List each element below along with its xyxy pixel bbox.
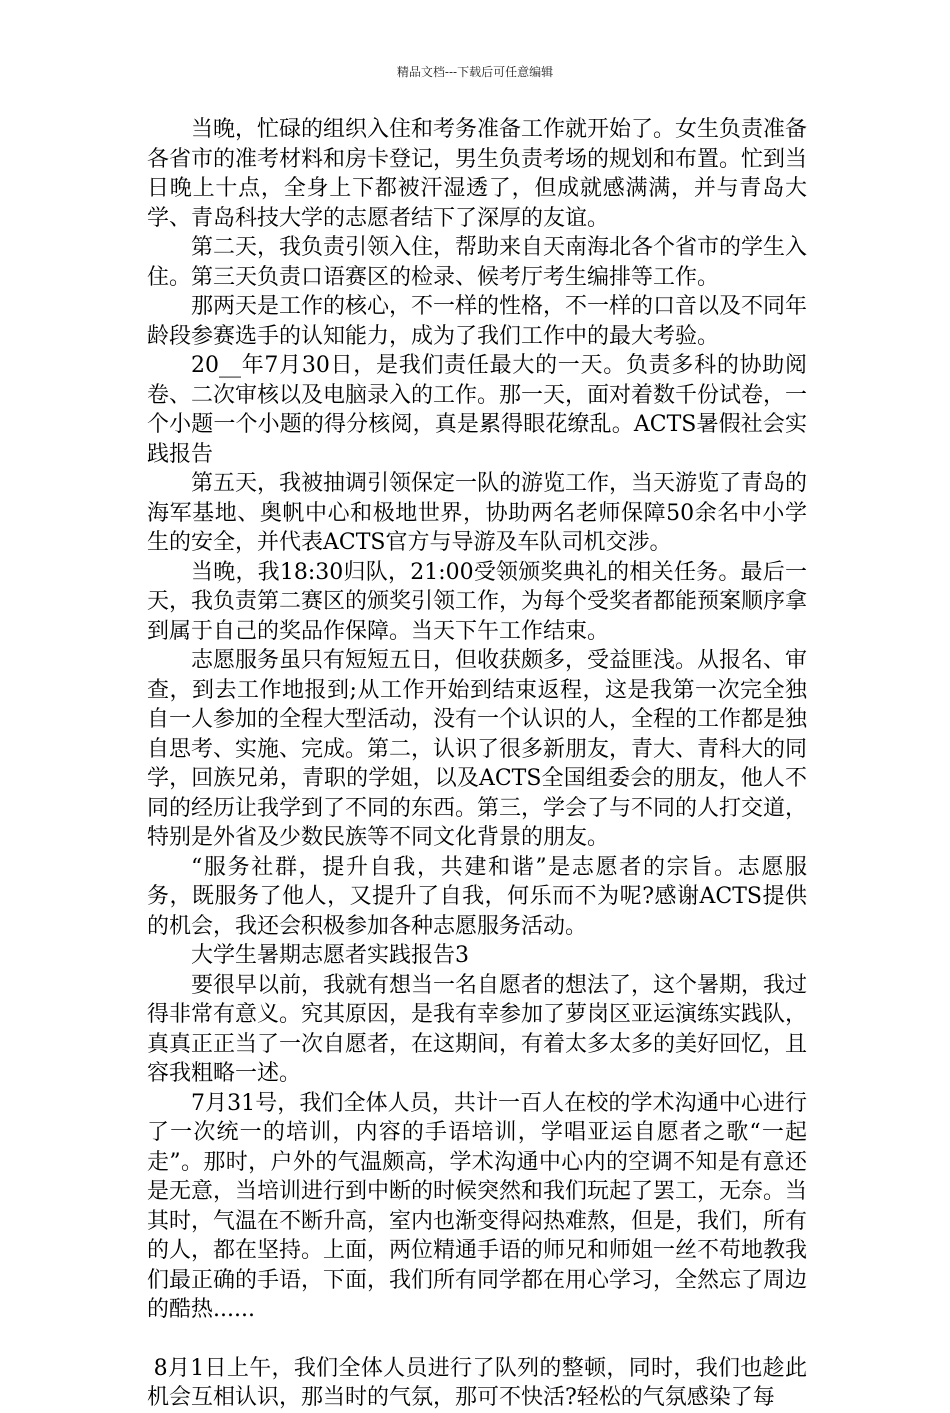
paragraph: 8月1日上午，我们全体人员进行了队列的整顿，同时，我们也趁此机会互相认识，那当时的气氛，那可不快活?轻松的气氛感染了每 — [147, 1355, 807, 1410]
paragraph: 当晚，我18:30归队，21:00受领颁奖典礼的相关任务。最后一天，我负责第二赛区的颁奖引领工作，为每个受奖者都能预案顺序拿到属于自己的奖品作保障。当天下午工作结束。 — [147, 559, 808, 644]
paragraph: 要很早以前，我就有想当一名自愿者的想法了，这个暑期，我过得非常有意义。究其原因，是我有幸参加了萝岗区亚运演练实践队，真真正正当了一次自愿者，在这期间，有着太多太多的美好回忆，且容我粗略一述。 — [147, 972, 808, 1086]
paragraph: 20__年7月30日，是我们责任最大的一天。负责多科的协助阅卷、二次审核以及电脑录入的工作。那一天，面对着数千份试卷，一个小题一个小题的得分核阅，真是累得眼花缭乱。ACTS暑假社会实践报告 — [147, 353, 808, 467]
section-heading: 大学生暑期志愿者实践报告3 — [191, 943, 469, 968]
paragraph: 第五天，我被抽调引领保定一队的游览工作，当天游览了青岛的海军基地、奥帆中心和极地世界，协助两名老师保障50余名中小学生的安全，并代表ACTS官方与导游及车队司机交涉。 — [147, 471, 808, 555]
paragraph: “服务社群，提升自我，共建和谐”是志愿者的宗旨。志愿服务，既服务了他人，又提升了自我，何乐而不为呢?感谢ACTS提供的机会，我还会积极参加各种志愿服务活动。 — [147, 854, 807, 939]
paragraph: 7月31号，我们全体人员，共计一百人在校的学术沟通中心进行了一次统一的培训，内容的手语培训，学唱亚运自愿者之歌“一起走”。那时，户外的气温颇高，学术沟通中心内的空调不知是有意还是无意，当培训进行到中断的时候突然和我们玩起了罢工，无奈。当其时，气温在不断升高，室内也渐变得闷热难熬，但是，我们，所有的人，都在坚持。上面，两位精通手语的师兄和师姐一丝不苟地教我们最正确的手语，下面，我们所有同学都在用心学习，全然忘了周边的酷热...... — [147, 1090, 808, 1322]
page-header: 精品文档---下载后可任意编辑 — [396, 65, 554, 79]
document-body — [147, 115, 807, 1413]
paragraph: 那两天是工作的核心，不一样的性格，不一样的口音以及不同年龄段参赛选手的认知能力，成为了我们工作中的最大考验。 — [147, 294, 808, 349]
paragraph: 志愿服务虽只有短短五日，但收获颇多，受益匪浅。从报名、审查，到去工作地报到;从工作开始到结束返程，这是我第一次完全独自一人参加的全程大型活动，没有一个认识的人，全程的工作都是独自思考、实施、完成。第二，认识了很多新朋友，青大、青科大的同学，回族兄弟，青职的学姐，以及ACTS全国组委会的朋友，他人不同的经历让我学到了不同的东西。第三，学会了与不同的人打交道，特别是外省及少数民族等不同文化背景的朋友。 — [147, 648, 808, 850]
paragraph: 当晚，忙碌的组织入住和考务准备工作就开始了。女生负责准备各省市的准考材料和房卡登记，男生负责考场的规划和布置。忙到当日晚上十点，全身上下都被汗湿透了，但成就感满满，并与青岛大学、青岛科技大学的志愿者结下了深厚的友谊。 — [147, 117, 808, 231]
paragraph: 第二天，我负责引领入住，帮助来自天南海北各个省市的学生入住。第三天负责口语赛区的检录、候考厅考生编排等工作。 — [147, 235, 808, 290]
